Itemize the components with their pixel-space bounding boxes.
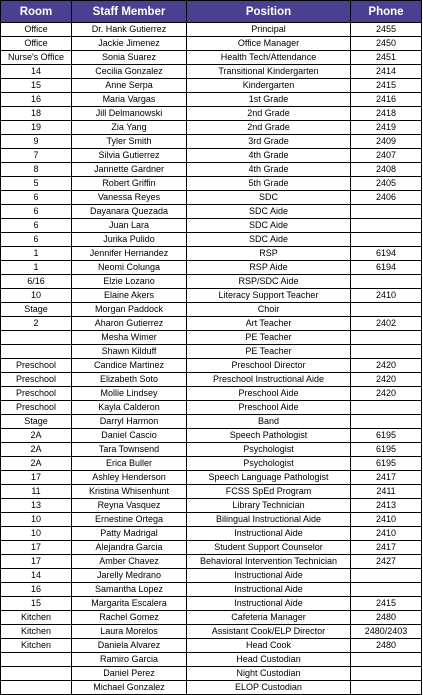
cell-position: 4th Grade (187, 163, 351, 177)
table-row (1, 597, 422, 611)
cell-position: Speech Pathologist (187, 429, 351, 443)
table-row (1, 415, 422, 429)
cell-staff-member: Patty Madrigal (72, 527, 187, 541)
cell-position: Health Tech/Attendance (187, 51, 351, 65)
cell-staff-member: Jennifer Hernandez (72, 247, 187, 261)
cell-staff-member: Amber Chavez (72, 555, 187, 569)
cell-staff-member: Juan Lara (72, 219, 187, 233)
table-row (1, 443, 422, 457)
cell-staff-member: Rachel Gomez (72, 611, 187, 625)
cell-room (1, 331, 72, 345)
cell-phone: 2405 (351, 177, 422, 191)
cell-room: 17 (1, 555, 72, 569)
cell-position: 4th Grade (187, 149, 351, 163)
cell-staff-member: Alejandra Garcia (72, 541, 187, 555)
header-row (1, 1, 422, 23)
cell-position: Psychologist (187, 457, 351, 471)
cell-phone (351, 667, 422, 681)
cell-phone: 2420 (351, 387, 422, 401)
cell-phone: 2408 (351, 163, 422, 177)
cell-phone (351, 219, 422, 233)
cell-room: 16 (1, 583, 72, 597)
cell-staff-member: Reyna Vasquez (72, 499, 187, 513)
cell-room: Preschool (1, 387, 72, 401)
cell-room: 14 (1, 65, 72, 79)
cell-position: Student Support Counselor (187, 541, 351, 555)
cell-position: FCSS SpEd Program (187, 485, 351, 499)
cell-staff-member: Vanessa Reyes (72, 191, 187, 205)
cell-position: PE Teacher (187, 345, 351, 359)
cell-staff-member: Jurika Pulido (72, 233, 187, 247)
cell-phone: 2415 (351, 79, 422, 93)
table-row (1, 373, 422, 387)
cell-staff-member: Jannette Gardner (72, 163, 187, 177)
header-position: Position (187, 1, 351, 23)
cell-position: 5th Grade (187, 177, 351, 191)
table-row (1, 359, 422, 373)
cell-staff-member: Daniel Cascio (72, 429, 187, 443)
table-row (1, 79, 422, 93)
cell-position: Kindergarten (187, 79, 351, 93)
table-row (1, 387, 422, 401)
table-row (1, 37, 422, 51)
cell-position: Psychologist (187, 443, 351, 457)
table-row (1, 317, 422, 331)
table-row (1, 177, 422, 191)
table-row (1, 275, 422, 289)
cell-staff-member: Michael Gonzalez (72, 681, 187, 695)
table-row (1, 107, 422, 121)
cell-staff-member: Margarita Escalera (72, 597, 187, 611)
cell-phone: 2427 (351, 555, 422, 569)
cell-position: ELOP Custodian (187, 681, 351, 695)
cell-position: SDC (187, 191, 351, 205)
table-row (1, 485, 422, 499)
cell-staff-member: Erica Buller (72, 457, 187, 471)
cell-phone: 6195 (351, 443, 422, 457)
cell-phone (351, 681, 422, 695)
cell-staff-member: Jarelly Medrano (72, 569, 187, 583)
cell-phone: 2455 (351, 23, 422, 37)
cell-phone: 2414 (351, 65, 422, 79)
cell-room: 1 (1, 247, 72, 261)
cell-position: SDC Aide (187, 233, 351, 247)
table-row (1, 457, 422, 471)
cell-staff-member: Aharon Gutierrez (72, 317, 187, 331)
cell-phone (351, 303, 422, 317)
header-room: Room (1, 1, 72, 23)
cell-position: Instructional Aide (187, 583, 351, 597)
cell-phone: 6194 (351, 261, 422, 275)
cell-phone: 2450 (351, 37, 422, 51)
cell-room (1, 345, 72, 359)
cell-room (1, 653, 72, 667)
cell-room: Preschool (1, 401, 72, 415)
cell-phone: 2420 (351, 359, 422, 373)
cell-phone: 2480 (351, 639, 422, 653)
cell-position: Literacy Support Teacher (187, 289, 351, 303)
cell-position: RSP (187, 247, 351, 261)
cell-position: Library Technician (187, 499, 351, 513)
table-row (1, 611, 422, 625)
table-row (1, 163, 422, 177)
cell-staff-member: Tara Townsend (72, 443, 187, 457)
cell-phone: 2413 (351, 499, 422, 513)
cell-room: 8 (1, 163, 72, 177)
cell-phone (351, 653, 422, 667)
cell-room: 16 (1, 93, 72, 107)
cell-staff-member: Kayla Calderon (72, 401, 187, 415)
cell-phone: 6194 (351, 247, 422, 261)
cell-phone: 2410 (351, 527, 422, 541)
cell-phone: 6195 (351, 429, 422, 443)
cell-room: 1 (1, 261, 72, 275)
cell-room: 5 (1, 177, 72, 191)
cell-position: 3rd Grade (187, 135, 351, 149)
cell-room: 6 (1, 219, 72, 233)
table-row (1, 303, 422, 317)
table-row (1, 331, 422, 345)
cell-staff-member: Morgan Paddock (72, 303, 187, 317)
table-row (1, 247, 422, 261)
cell-room: 6 (1, 205, 72, 219)
cell-room: Office (1, 23, 72, 37)
cell-staff-member: Elaine Akers (72, 289, 187, 303)
cell-position: RSP/SDC Aide (187, 275, 351, 289)
cell-phone: 2416 (351, 93, 422, 107)
table-row (1, 653, 422, 667)
cell-phone: 2410 (351, 289, 422, 303)
cell-position: Transitional Kindergarten (187, 65, 351, 79)
cell-room: 18 (1, 107, 72, 121)
table-header (1, 1, 422, 23)
cell-position: Cafeteria Manager (187, 611, 351, 625)
cell-phone: 2480 (351, 611, 422, 625)
table-row (1, 135, 422, 149)
table-row (1, 527, 422, 541)
cell-position: Choir (187, 303, 351, 317)
cell-staff-member: Elzie Lozano (72, 275, 187, 289)
table-row (1, 51, 422, 65)
cell-position: Band (187, 415, 351, 429)
cell-position: Preschool Instructional Aide (187, 373, 351, 387)
cell-room: 19 (1, 121, 72, 135)
table-body (1, 23, 422, 695)
cell-room: 7 (1, 149, 72, 163)
cell-staff-member: Anne Serpa (72, 79, 187, 93)
cell-room: Stage (1, 303, 72, 317)
cell-position: Head Cook (187, 639, 351, 653)
cell-position: Instructional Aide (187, 597, 351, 611)
cell-room: Office (1, 37, 72, 51)
cell-position: 2nd Grade (187, 107, 351, 121)
cell-position: Night Custodian (187, 667, 351, 681)
cell-room: 13 (1, 499, 72, 513)
cell-room: 2 (1, 317, 72, 331)
cell-room: 2A (1, 429, 72, 443)
cell-room: Kitchen (1, 625, 72, 639)
table-row (1, 401, 422, 415)
cell-position: PE Teacher (187, 331, 351, 345)
cell-position: SDC Aide (187, 205, 351, 219)
cell-phone: 2407 (351, 149, 422, 163)
cell-room: 2A (1, 443, 72, 457)
cell-staff-member: Elizabeth Soto (72, 373, 187, 387)
cell-position: Instructional Aide (187, 569, 351, 583)
cell-phone (351, 205, 422, 219)
table-row (1, 583, 422, 597)
cell-room: 10 (1, 289, 72, 303)
header-staff-member: Staff Member (72, 1, 187, 23)
table-row (1, 345, 422, 359)
table-row (1, 289, 422, 303)
cell-phone: 2418 (351, 107, 422, 121)
cell-room (1, 681, 72, 695)
cell-staff-member: Ernestine Ortega (72, 513, 187, 527)
table-row (1, 23, 422, 37)
cell-room: 9 (1, 135, 72, 149)
cell-phone (351, 233, 422, 247)
cell-phone (351, 345, 422, 359)
cell-room: 10 (1, 513, 72, 527)
cell-phone (351, 275, 422, 289)
cell-phone: 2417 (351, 471, 422, 485)
cell-room: 11 (1, 485, 72, 499)
table-row (1, 121, 422, 135)
cell-staff-member: Daniel Perez (72, 667, 187, 681)
cell-room: 6 (1, 233, 72, 247)
cell-room: Nurse's Office (1, 51, 72, 65)
cell-position: Instructional Aide (187, 527, 351, 541)
cell-phone (351, 415, 422, 429)
cell-room: Stage (1, 415, 72, 429)
cell-position: Preschool Director (187, 359, 351, 373)
cell-room: Kitchen (1, 611, 72, 625)
cell-staff-member: Kristina Whisenhunt (72, 485, 187, 499)
cell-room: Kitchen (1, 639, 72, 653)
cell-phone: 2480/2403 (351, 625, 422, 639)
cell-room: 10 (1, 527, 72, 541)
cell-room: 15 (1, 79, 72, 93)
cell-staff-member: Darryl Harmon (72, 415, 187, 429)
cell-position: Behavioral Intervention Technician (187, 555, 351, 569)
table-row (1, 625, 422, 639)
cell-room: 15 (1, 597, 72, 611)
cell-position: Speech Language Pathologist (187, 471, 351, 485)
table-row (1, 205, 422, 219)
cell-room: 2A (1, 457, 72, 471)
cell-room: Preschool (1, 359, 72, 373)
header-phone: Phone (351, 1, 422, 23)
cell-phone: 2410 (351, 513, 422, 527)
cell-position: 1st Grade (187, 93, 351, 107)
cell-phone: 2415 (351, 597, 422, 611)
cell-phone (351, 401, 422, 415)
table-row (1, 513, 422, 527)
table-row (1, 149, 422, 163)
cell-room (1, 667, 72, 681)
cell-phone: 2409 (351, 135, 422, 149)
cell-phone: 2402 (351, 317, 422, 331)
cell-staff-member: Shawn Kilduff (72, 345, 187, 359)
cell-staff-member: Sonia Suarez (72, 51, 187, 65)
cell-staff-member: Mesha Wimer (72, 331, 187, 345)
table-row (1, 639, 422, 653)
cell-room: 17 (1, 541, 72, 555)
cell-room: 14 (1, 569, 72, 583)
cell-staff-member: Zia Yang (72, 121, 187, 135)
cell-staff-member: Jackie Jimenez (72, 37, 187, 51)
cell-room: 6/16 (1, 275, 72, 289)
cell-staff-member: Neomi Colunga (72, 261, 187, 275)
cell-staff-member: Jill Delmanowski (72, 107, 187, 121)
table-row (1, 541, 422, 555)
cell-phone: 6195 (351, 457, 422, 471)
table-row (1, 65, 422, 79)
cell-staff-member: Daniela Alvarez (72, 639, 187, 653)
cell-phone: 2420 (351, 373, 422, 387)
table-row (1, 681, 422, 695)
cell-phone (351, 583, 422, 597)
cell-staff-member: Ashley Henderson (72, 471, 187, 485)
cell-staff-member: Candice Martinez (72, 359, 187, 373)
cell-position: Preschool Aide (187, 387, 351, 401)
cell-position: Bilingual Instructional Aide (187, 513, 351, 527)
cell-staff-member: Samantha Lopez (72, 583, 187, 597)
table-row (1, 191, 422, 205)
table-row (1, 261, 422, 275)
cell-position: Preschool Aide (187, 401, 351, 415)
cell-room: 6 (1, 191, 72, 205)
cell-phone (351, 569, 422, 583)
cell-phone (351, 331, 422, 345)
cell-position: 2nd Grade (187, 121, 351, 135)
cell-staff-member: Maria Vargas (72, 93, 187, 107)
cell-phone: 2451 (351, 51, 422, 65)
table-row (1, 233, 422, 247)
table-row (1, 667, 422, 681)
cell-position: Art Teacher (187, 317, 351, 331)
table-row (1, 499, 422, 513)
table-row (1, 569, 422, 583)
cell-phone: 2419 (351, 121, 422, 135)
table-row (1, 219, 422, 233)
cell-staff-member: Mollie Lindsey (72, 387, 187, 401)
cell-staff-member: Dr. Hank Gutierrez (72, 23, 187, 37)
cell-staff-member: Ramiro Garcia (72, 653, 187, 667)
cell-phone: 2417 (351, 541, 422, 555)
cell-staff-member: Dayanara Quezada (72, 205, 187, 219)
cell-staff-member: Cecilia Gonzalez (72, 65, 187, 79)
cell-phone: 2406 (351, 191, 422, 205)
cell-staff-member: Laura Morelos (72, 625, 187, 639)
table-row (1, 93, 422, 107)
cell-staff-member: Robert Griffin (72, 177, 187, 191)
cell-position: SDC Aide (187, 219, 351, 233)
cell-room: 17 (1, 471, 72, 485)
cell-position: Assistant Cook/ELP Director (187, 625, 351, 639)
cell-room: Preschool (1, 373, 72, 387)
cell-position: Principal (187, 23, 351, 37)
table-row (1, 471, 422, 485)
cell-position: RSP Aide (187, 261, 351, 275)
cell-position: Head Custodian (187, 653, 351, 667)
cell-staff-member: Tyler Smith (72, 135, 187, 149)
cell-phone: 2411 (351, 485, 422, 499)
table-row (1, 429, 422, 443)
cell-staff-member: Silvia Gutierrez (72, 149, 187, 163)
table-row (1, 555, 422, 569)
cell-position: Office Manager (187, 37, 351, 51)
